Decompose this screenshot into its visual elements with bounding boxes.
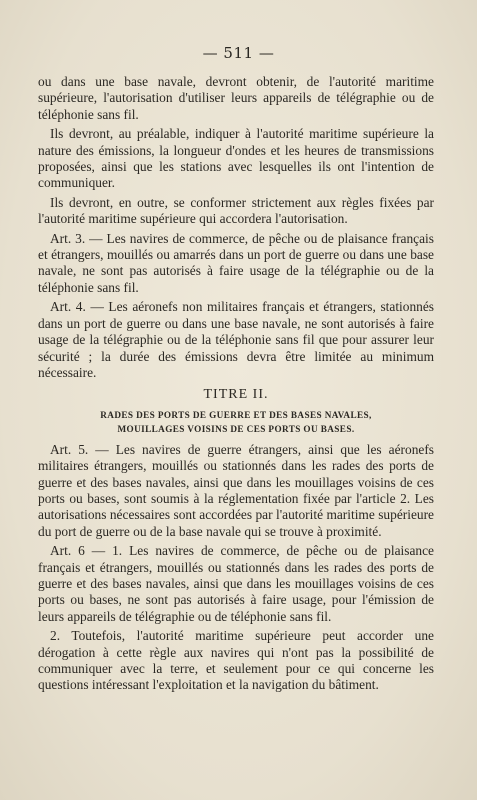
article-5: Art. 5. — Les navires de guerre étrangers, ainsi que les aéronefs militaires étrangers, mouillés ou stationnés dans les rades des ports de guerre et des bases navales, ainsi que dans les mouillages voisins de ces ports ou bases, sont soumis à la réglementation fixée par l'article 2. Les autorisations nécessaires sont accordées par l'autorité maritime supérieure du port de guerre ou de la base navale qui se trouve à proximité. bbox=[38, 441, 434, 539]
document-body bbox=[38, 74, 434, 697]
section-title: TITRE II. bbox=[203, 387, 269, 403]
paragraph: ou dans une base navale, devront obtenir, de l'autorité maritime supérieure, l'autorisation d'utiliser leurs appareils de télégraphie ou de téléphonie sans fil. bbox=[38, 74, 434, 122]
page-number: — 511 — bbox=[202, 44, 275, 62]
paragraph: Ils devront, au préalable, indiquer à l'autorité maritime supérieure la nature des émissions, la longueur d'ondes et les heures de transmissions proposées, ainsi que les stations avec lesquelles ils ont l'intention de communiquer. bbox=[38, 126, 434, 191]
section-subtitle bbox=[38, 408, 434, 436]
article-6: Art. 6 — 1. Les navires de commerce, de pêche ou de plaisance français et étrangers, mouillés ou stationnés dans les rades des ports de guerre et des bases navales, ainsi que dans les mouillages voisins de ces ports ou bases, ne sont pas autorisés à faire usage, pour l'émission de leurs appareils de télégraphie ou de téléphonie sans fil. bbox=[38, 543, 434, 624]
section-subtitle-line-2: MOUILLAGES VOISINS DE CES PORTS OU BASES. bbox=[117, 423, 355, 434]
article-3: Art. 3. — Les navires de commerce, de pêche ou de plaisance français et étrangers, mouillés ou amarrés dans un port de guerre ou dans une base navale, ne sont pas autorisés à faire usage de la télégraphie ou de la téléphonie sans fil. bbox=[38, 230, 434, 295]
paragraph: Ils devront, en outre, se conformer strictement aux règles fixées par l'autorité maritime supérieure qui accordera l'autorisation. bbox=[38, 194, 434, 227]
article-6-paragraph-2: 2. Toutefois, l'autorité maritime supérieure peut accorder une dérogation à cette règle aux navires qui n'ont pas la possibilité de communiquer avec la terre, et seulement pour ce qui concerne les questions intéressant l'exploitation et la navigation du bâtiment. bbox=[38, 628, 434, 693]
article-4: Art. 4. — Les aéronefs non militaires français et étrangers, stationnés dans un port de guerre ou dans une base navale, ne sont autorisés à faire usage de la télégraphie ou de la téléphonie sans fil que pour assurer leur sécurité ; la durée des émissions devra être limitée au minimum nécessaire. bbox=[38, 299, 434, 380]
section-subtitle-line-1: RADES DES PORTS DE GUERRE ET DES BASES NAVALES, bbox=[100, 409, 372, 420]
